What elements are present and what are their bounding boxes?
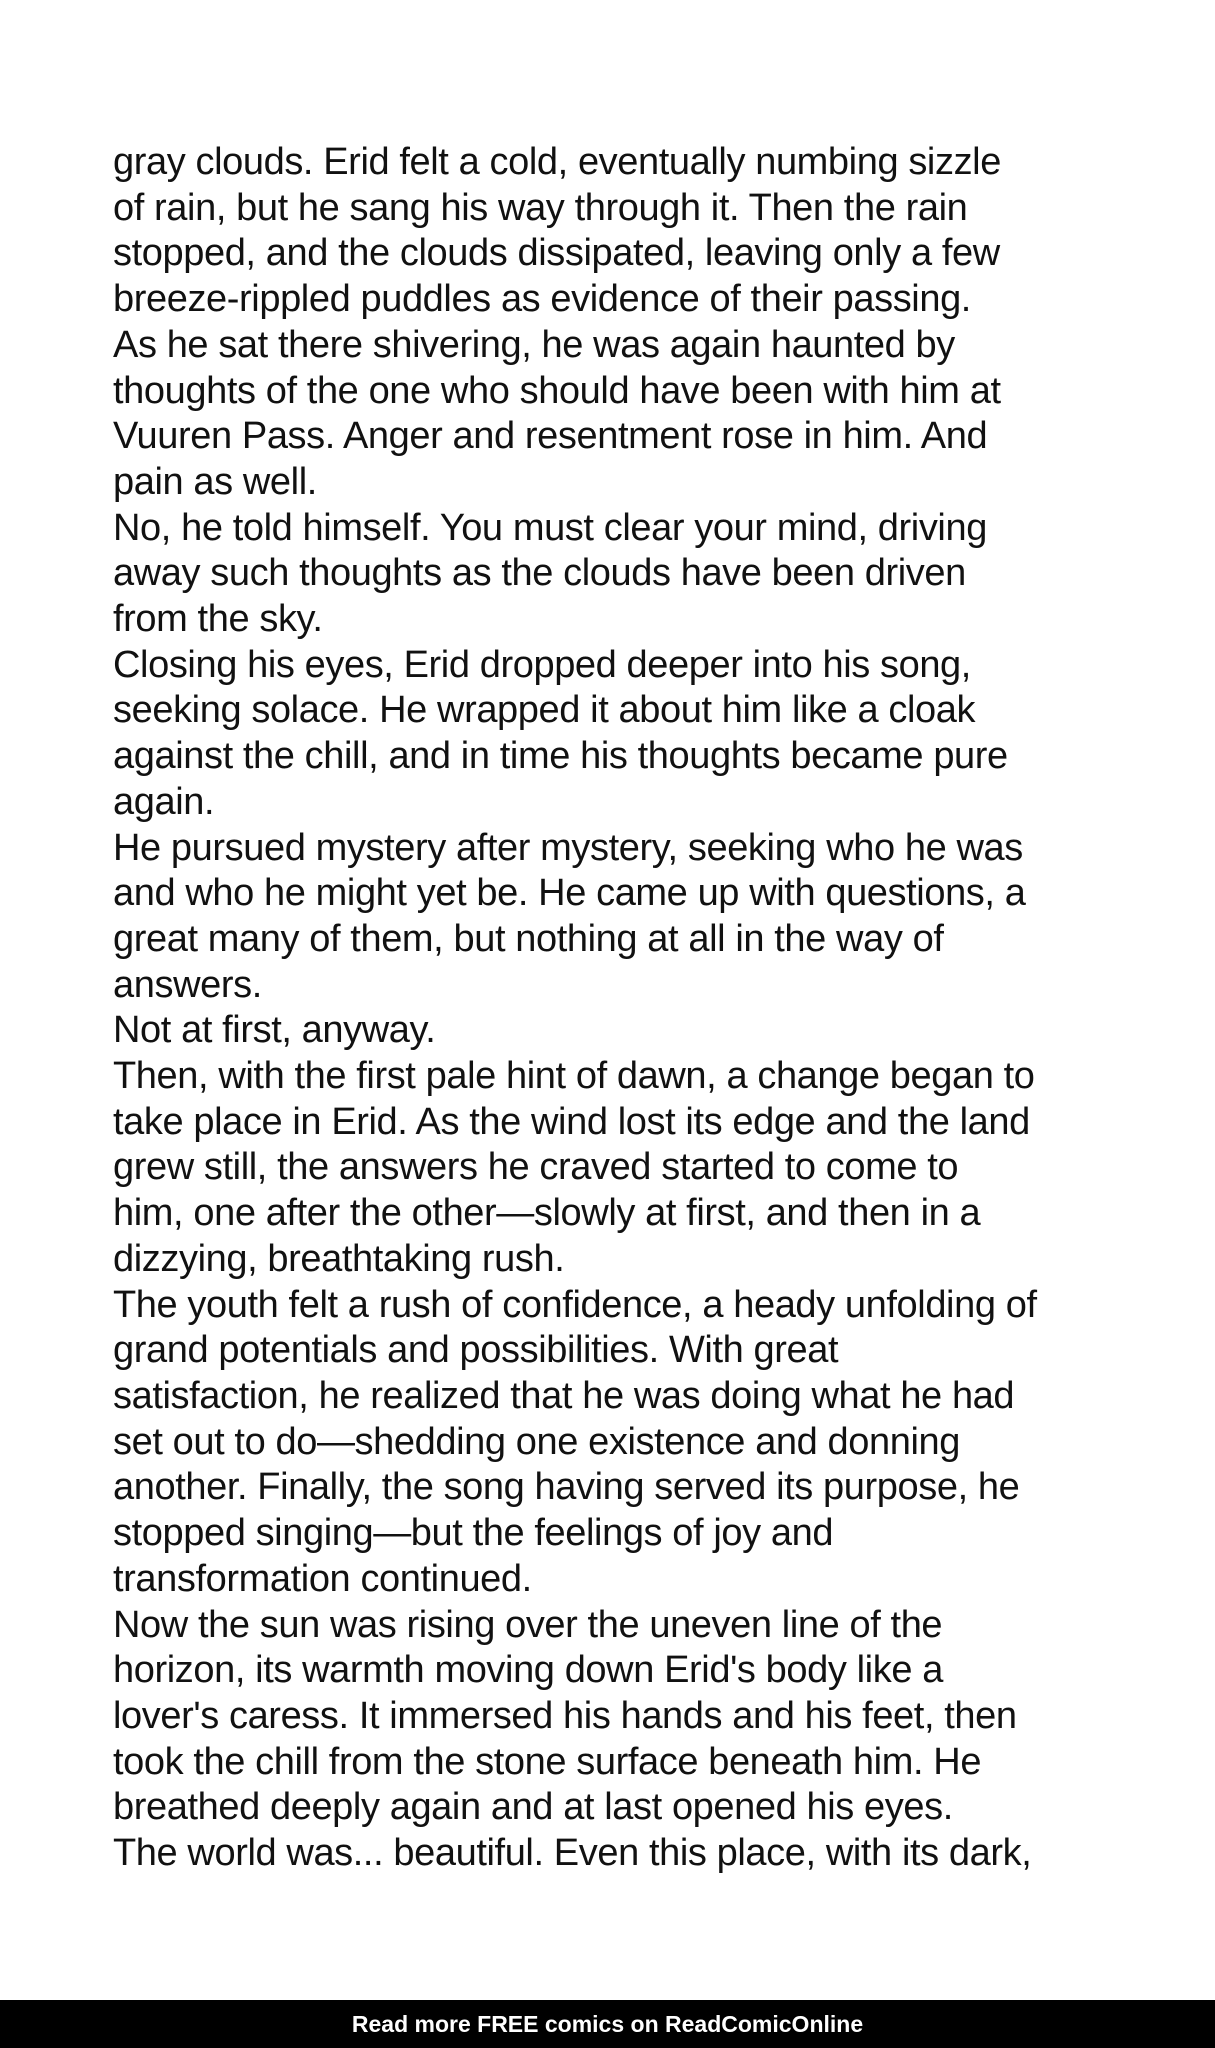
- text-line: him, one after the other—slowly at first, and then in a: [113, 1192, 981, 1235]
- text-line: another. Finally, the song having served its purpose, he: [113, 1466, 1020, 1509]
- text-line: Then, with the first pale hint of dawn, a change began to: [113, 1055, 1035, 1098]
- text-line: take place in Erid. As the wind lost its edge and the land: [113, 1100, 1030, 1143]
- text-line: answers.: [113, 963, 262, 1006]
- text-line: grew still, the answers he craved started to come to: [113, 1146, 959, 1189]
- text-line: gray clouds. Erid felt a cold, eventually numbing sizzle: [113, 141, 1001, 183]
- text-line: No, he told himself. You must clear your mind, driving: [113, 506, 987, 549]
- text-line: and who he might yet be. He came up with questions, a: [113, 872, 1026, 915]
- text-line: Not at first, anyway.: [113, 1009, 436, 1052]
- text-line: set out to do—shedding one existence and donning: [113, 1420, 961, 1463]
- text-line: As he sat there shivering, he was again haunted by: [113, 323, 955, 366]
- story-text-block: [113, 140, 1123, 1877]
- text-line: Now the sun was rising over the uneven line of the: [113, 1603, 943, 1646]
- text-line: satisfaction, he realized that he was doing what he had: [113, 1374, 1015, 1417]
- text-line: Closing his eyes, Erid dropped deeper into his song,: [113, 643, 971, 686]
- text-line: grand potentials and possibilities. With great: [113, 1329, 839, 1372]
- footer-banner-text[interactable]: Read more FREE comics on ReadComicOnline: [351, 2010, 864, 2037]
- text-line: dizzying, breathtaking rush.: [113, 1237, 565, 1280]
- text-line: breeze-rippled puddles as evidence of their passing.: [113, 278, 971, 321]
- text-line: transformation continued.: [113, 1557, 532, 1600]
- text-line: He pursued mystery after mystery, seeking who he was: [113, 826, 1023, 869]
- text-line: horizon, its warmth moving down Erid's body like a: [113, 1649, 943, 1692]
- text-line: The world was... beautiful. Even this place, with its dark,: [113, 1832, 1032, 1875]
- text-line: from the sky.: [113, 598, 323, 641]
- text-line: took the chill from the stone surface beneath him. He: [113, 1740, 982, 1783]
- text-line: again.: [113, 780, 215, 823]
- text-line: thoughts of the one who should have been with him at: [113, 369, 1001, 412]
- text-line: pain as well.: [113, 460, 317, 503]
- text-line: Vuuren Pass. Anger and resentment rose in him. And: [113, 415, 988, 458]
- text-line: stopped, and the clouds dissipated, leaving only a few: [113, 232, 1000, 275]
- text-line: away such thoughts as the clouds have been driven: [113, 552, 966, 595]
- text-line: The youth felt a rush of confidence, a heady unfolding of: [113, 1283, 1037, 1326]
- text-line: lover's caress. It immersed his hands and his feet, then: [113, 1694, 1017, 1737]
- text-line: seeking solace. He wrapped it about him like a cloak: [113, 689, 976, 732]
- text-line: stopped singing—but the feelings of joy and: [113, 1512, 834, 1555]
- text-line: against the chill, and in time his thoughts became pure: [113, 735, 1008, 778]
- text-line: great many of them, but nothing at all in the way of: [113, 917, 944, 960]
- footer-banner[interactable]: [0, 2000, 1215, 2048]
- text-line: of rain, but he sang his way through it. Then the rain: [113, 186, 968, 229]
- text-line: breathed deeply again and at last opened his eyes.: [113, 1786, 953, 1829]
